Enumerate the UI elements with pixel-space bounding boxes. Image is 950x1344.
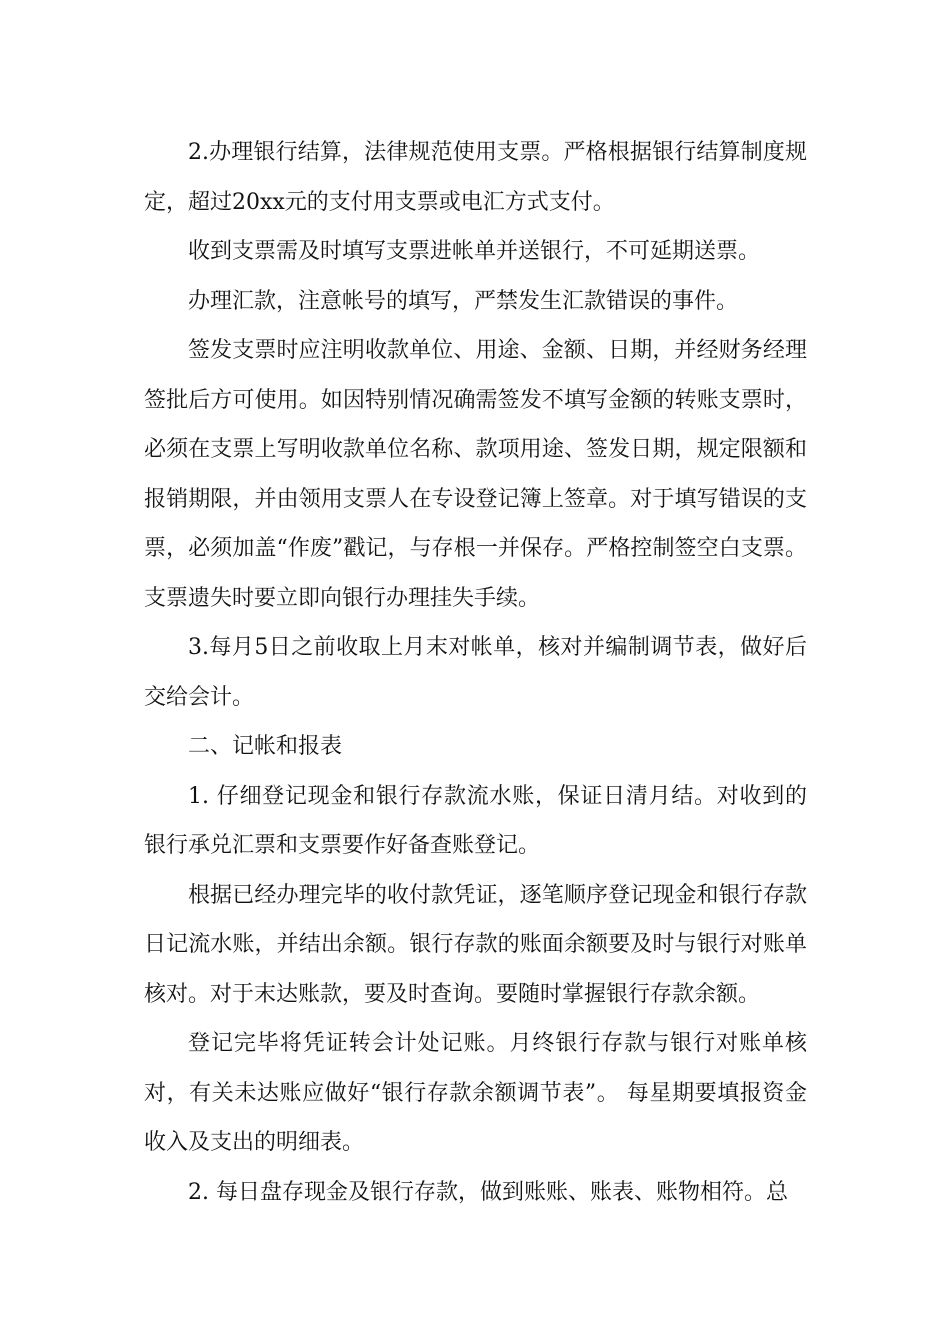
paragraph-check-deposit: 收到支票需及时填写支票进帐单并送银行，不可延期送票。 [188,239,761,264]
paragraph-monthly-statement: 3.每月5日之前收取上月末对帐单，核对并编制调节表，做好后交给会计。 [144,635,807,710]
paragraph-remittance: 办理汇款，注意帐号的填写，严禁发生汇款错误的事件。 [188,288,739,314]
document-body [144,128,807,1217]
paragraph-month-end-reconcile: 登记完毕将凭证转会计处记账。月终银行存款与银行对账单核对，有关未达账应做好“银行存款余额调节表”。 每星期要填报资金收入及支出的明细表。 [144,1031,807,1155]
paragraph-voucher-register: 根据已经办理完毕的收付款凭证，逐笔顺序登记现金和银行存款日记流水账，并结出余额。银行存款的账面余额要及时与银行对账单核对。对于末达账款，要及时查询。要随时掌握银行存款余额。 [144,882,807,1007]
paragraph-bank-settlement: 2.办理银行结算，法律规范使用支票。严格根据银行结算制度规定，超过20xx元的支付用支票或电汇方式支付。 [144,140,807,215]
paragraph-check-issuing: 签发支票时应注明收款单位、用途、金额、日期，并经财务经理签批后方可使用。如因特别情况确需签发不填写金额的转账支票时，必须在支票上写明收款单位名称、款项用途、签发日期，规定限额和报销期限，并由领用支票人在专设登记簿上签章。对于填写错误的支票，必须加盖“作废”戳记，与存根一并保存。严格控制签空白支票。支票遗失时要立即向银行办理挂失手续。 [144,338,807,611]
paragraph-journal-register: 1. 仔细登记现金和银行存款流水账，保证日清月结。对收到的银行承兑汇票和支票要作好备查账登记。 [144,783,807,858]
section-heading-bookkeeping: 二、记帐和报表 [188,734,343,759]
paragraph-daily-inventory: 2. 每日盘存现金及银行存款，做到账账、账表、账物相符。总 [188,1179,788,1205]
